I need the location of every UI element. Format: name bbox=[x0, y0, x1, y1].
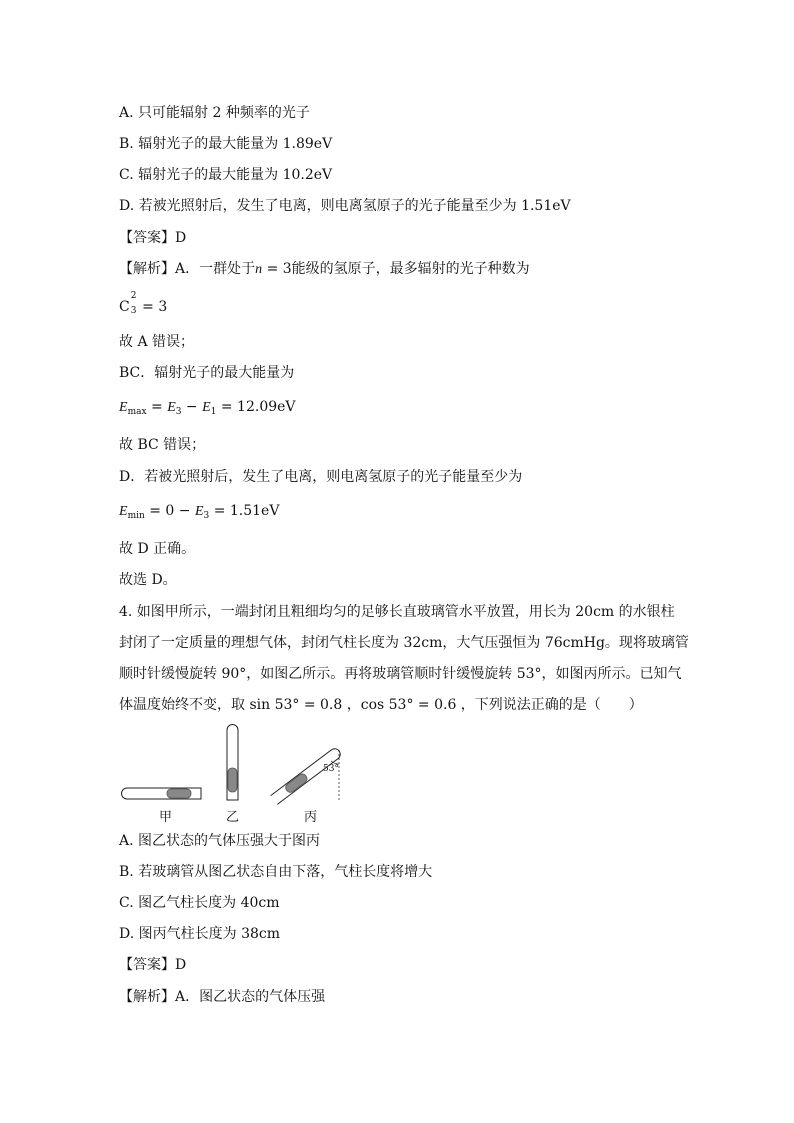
tube-jia bbox=[122, 788, 202, 799]
comb-sup: 2 bbox=[130, 291, 137, 301]
analysis-a-pre: 【解析】A．一群处于 bbox=[119, 261, 256, 277]
analysis-a-eq: = 3 bbox=[262, 261, 292, 277]
emax-e: E bbox=[119, 400, 128, 415]
emax-sub: max bbox=[127, 407, 147, 417]
q3-d-right: 故 D 正确。 bbox=[119, 541, 196, 557]
label-yi: 乙 bbox=[226, 810, 240, 825]
q3-analysis-a bbox=[119, 260, 530, 279]
tube-yi bbox=[227, 725, 238, 801]
q3-a-wrong: 故 A 错误； bbox=[119, 334, 195, 350]
comb-val: = 3 bbox=[137, 299, 168, 315]
q4-analysis: 【解析】A．图乙状态的气体压强 bbox=[119, 989, 326, 1005]
q4-stem-4: 体温度始终不变，取 sin 53° = 0.8 ，cos 53° = 0.6 ，下列说法正确的是（ ） bbox=[119, 697, 643, 713]
q4-stem-1: 4. 如图甲所示，一端封闭且粗细均匀的足够长直玻璃管水平放置，用长为 20cm 的水银柱 bbox=[119, 604, 675, 620]
q4-option-a: A. 图乙状态的气体压强大于图丙 bbox=[119, 833, 321, 849]
q3-option-a: A. 只可能辐射 2 种频率的光子 bbox=[119, 105, 310, 121]
q4-answer: 【答案】D bbox=[119, 957, 187, 973]
analysis-a-n: n bbox=[255, 262, 263, 277]
label-jia: 甲 bbox=[159, 810, 173, 825]
comb-sub: 3 bbox=[130, 306, 137, 316]
q3-answer: 【答案】D bbox=[119, 230, 187, 246]
q4-option-b: B. 若玻璃管从图乙状态自由下落，气柱长度将增大 bbox=[119, 864, 433, 880]
emax-formula: $E_{max} = E_3 - E_1 = 12.09eV$ bbox=[119, 399, 296, 417]
q3-option-d: D. 若被光照射后，发生了电离，则电离氢原子的光子能量至少为 1.51eV bbox=[119, 198, 571, 214]
q4-stem-2: 封闭了一定质量的理想气体，封闭气柱长度为 32cm，大气压强恒为 76cmHg。现将玻璃管 bbox=[119, 635, 689, 651]
q3-option-b: B. 辐射光子的最大能量为 1.89eV bbox=[119, 136, 333, 152]
analysis-a-post: 能级的氢原子，最多辐射的光子种数为 bbox=[291, 261, 530, 277]
q3-bc-text: BC．辐射光子的最大能量为 bbox=[119, 365, 295, 381]
q4-option-c: C. 图乙气柱长度为 40cm bbox=[119, 895, 280, 911]
label-bing: 丙 bbox=[304, 810, 318, 825]
tube-figure bbox=[119, 720, 359, 834]
q3-choose: 故选 D。 bbox=[119, 572, 177, 588]
q3-bc-wrong: 故 BC 错误； bbox=[119, 437, 206, 453]
q4-option-d: D. 图丙气柱长度为 38cm bbox=[119, 926, 281, 942]
angle-label: 53° bbox=[323, 764, 339, 774]
q3-option-c: C. 辐射光子的最大能量为 10.2eV bbox=[119, 167, 333, 183]
comb-c: C bbox=[119, 299, 130, 315]
emin-formula: $E_{min} = 0 - E_3 = 1.51eV$ bbox=[119, 503, 280, 521]
q3-d-text: D．若被光照射后，发生了电离，则电离氢原子的光子能量至少为 bbox=[119, 469, 523, 485]
combination-formula bbox=[119, 293, 167, 316]
tube-bing bbox=[271, 747, 343, 805]
q4-stem-3: 顺时针缓慢旋转 90°，如图乙所示。再将玻璃管顺时针缓慢旋转 53°，如图丙所示。已知气 bbox=[119, 666, 682, 682]
